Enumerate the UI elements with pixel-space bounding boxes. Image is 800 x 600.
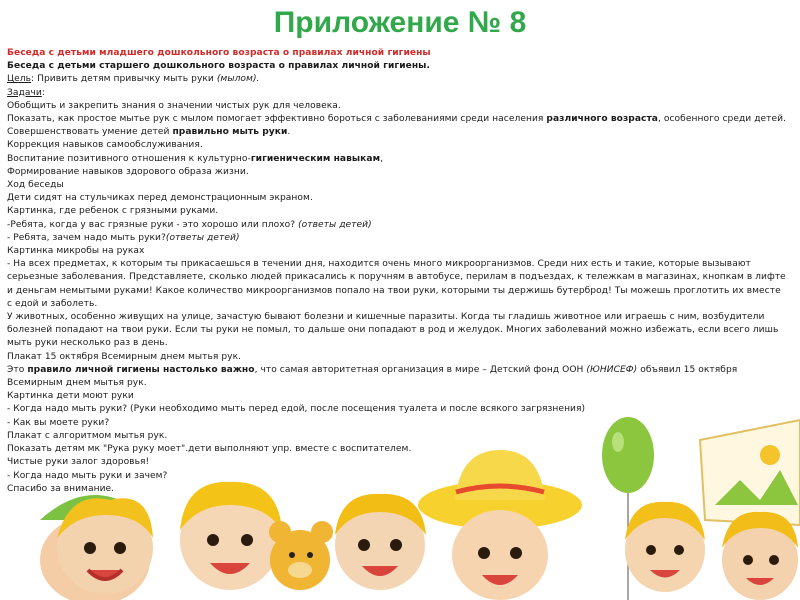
kids-wash-line: Картинка дети моют руки (7, 391, 134, 402)
document-body (7, 47, 787, 496)
when-line: - Когда надо мыть руки? (Руки необходимо мыть перед едой, после посещения туалета и после всякого загрязнения) (7, 404, 586, 415)
task-generalize: Обобщить и закрепить знания о значении чистых рук для человека. (7, 100, 341, 111)
thanks-line: Спасибо за внимание. (7, 483, 115, 494)
teddy-bear (269, 521, 333, 590)
algorithm-line: Плакат с алгоритмом мытья рук. (7, 430, 168, 441)
goal-line: Цель: Привить детям привычку мыть руки (мылом). (7, 74, 260, 85)
course-label: Ход беседы (7, 180, 64, 191)
tasks-label: Задачи: (7, 87, 45, 98)
microbes-text: - На всех предметах, к которым ты прикасаешься в течении дня, находится очень много микроорганизмов. Среди них есть и такие, которые вызывают серьезные заболевания. Представляете, сколько людей прикасались к поручням в автобусе, перилам в подъездах, к тележкам в магазинах, кнопкам в лифте и деньгам немытыми руками! Какое количество микроорганизмов попало на твои руки, которыми ты держишь бутерброд! Ты можешь проглотить их вместе с едой и заболеть. (7, 259, 786, 309)
question-1: -Ребята, когда у вас грязные руки - это хорошо или плохо? (ответы детей) (7, 219, 372, 230)
child-face-5 (625, 502, 705, 592)
how-line: - Как вы моете руки? (7, 417, 110, 428)
question-2: - Ребята, зачем надо мыть руки?(ответы детей) (7, 232, 240, 243)
line-picture: Картинка, где ребенок с грязными руками. (7, 206, 219, 217)
poster-line: Плакат 15 октября Всемирным днем мытья рук. (7, 351, 242, 362)
heading-senior: Беседа с детьми старшего дошкольного возраста о правилах личной гигиены. (7, 61, 430, 72)
task-upbringing: Воспитание позитивного отношения к культурно-гигиеническим навыкам, (7, 153, 384, 164)
animals-text: У животных, особенно живущих на улице, зачастую бывают болезни и кишечные паразиты. Когда ты гладишь животное или играешь с ним, возбудители болезней попадают на твои руки. Если ты руки не помыл, то дальше они попадают в род и желудок. Многих заболеваний можно избежать, если всего лишь мыть руки несколько раз в день. (7, 312, 779, 349)
clean-hands-line: Чистые руки залог здоровья! (7, 457, 150, 468)
child-face-2 (180, 482, 282, 590)
child-face-1 (57, 498, 153, 594)
child-face-3 (335, 494, 426, 590)
when2-line: - Когда надо мыть руки и зачем? (7, 470, 168, 481)
line-seated: Дети сидят на стульчиках перед демонстрационным экраном. (7, 193, 313, 204)
heading-junior: Беседа с детьми младшего дошкольного возраста о правилах личной гигиены (7, 48, 431, 58)
child-face-6 (722, 512, 798, 600)
task-forming: Формирование навыков здорового образа жизни. (7, 166, 249, 177)
microbes-title: Картинка микробы на руках (7, 246, 145, 257)
show-kids-line: Показать детям мк "Рука руку моет".дети выполняют упр. вместе с воспитателем. (7, 444, 412, 455)
page-title: Приложение № 8 (273, 6, 527, 39)
task-show: Показать, как простое мытье рук с мылом помогает эффективно бороться с заболеваниями среди населения различного возраста, особенного среди детей. (7, 114, 787, 125)
unicef-line: Это правило личной гигиены настолько важно, что самая авторитетная организация в мире – Детский фонд ООН (ЮНИСЕФ) объявил 15 октября Всемирным днем мытья рук. (7, 364, 738, 389)
task-improve: Совершенствовать умение детей правильно мыть руки. (7, 127, 291, 138)
task-correction: Коррекция навыков самообслуживания. (7, 140, 203, 151)
